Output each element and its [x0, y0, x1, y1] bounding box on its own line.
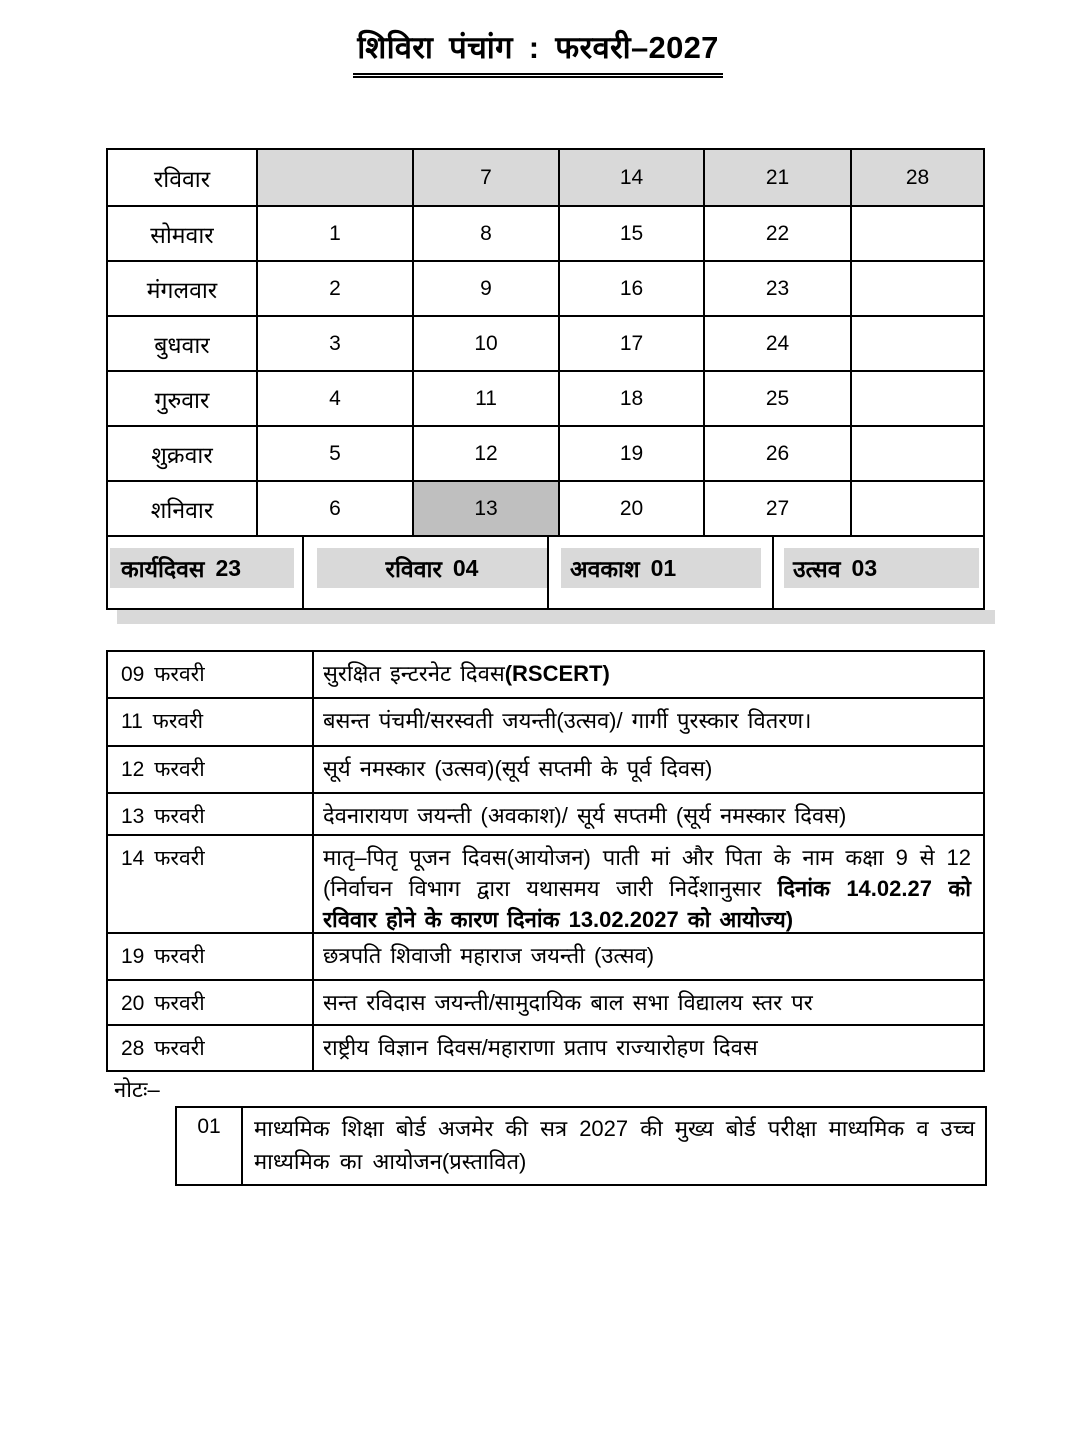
calendar-row-friday — [108, 425, 983, 480]
note-label: नोटः– — [114, 1077, 160, 1102]
event-date: 09 फरवरी — [121, 663, 205, 686]
date-cell: 4 — [256, 372, 412, 425]
date-cell — [850, 372, 983, 425]
date-cell: 15 — [558, 207, 703, 260]
calendar-row-saturday — [108, 480, 983, 535]
summary-workdays — [110, 548, 294, 588]
date-cell: 7 — [412, 150, 558, 205]
date-cell: 19 — [558, 427, 703, 480]
summary-workdays-value: 23 — [215, 554, 242, 581]
note-text: माध्यमिक शिक्षा बोर्ड अजमेर की सत्र 2027 की मुख्य बोर्ड परीक्षा माध्यमिक व उच्च माध्यमिक का आयोजन(प्रस्तावित) — [241, 1108, 985, 1184]
date-cell: 21 — [703, 150, 850, 205]
summary-holidays — [561, 548, 761, 588]
date-cell: 24 — [703, 317, 850, 370]
event-date: 12 फरवरी — [121, 758, 205, 781]
date-cell: 14 — [558, 150, 703, 205]
summary-sundays-label: रविवार — [385, 556, 442, 582]
summary-workdays-label: कार्यदिवस — [121, 556, 205, 582]
date-cell: 10 — [412, 317, 558, 370]
summary-festivals — [784, 548, 979, 588]
day-name-saturday: शनिवार — [150, 496, 214, 523]
event-description: देवनारायण जयन्ती (अवकाश)/ सूर्य सप्तमी (सूर्य नमस्कार दिवस) — [312, 794, 983, 834]
date-cell: 5 — [256, 427, 412, 480]
calendar-row-thursday — [108, 370, 983, 425]
events-table — [106, 650, 985, 1072]
event-description: सन्त रविदास जयन्ती/सामुदायिक बाल सभा विद्यालय स्तर पर — [312, 981, 983, 1024]
calendar-row-monday — [108, 205, 983, 260]
day-name-wednesday: बुधवार — [154, 331, 210, 358]
date-cell: 17 — [558, 317, 703, 370]
day-name-friday: शुक्रवार — [151, 441, 213, 468]
date-cell: 18 — [558, 372, 703, 425]
summary-cell-sundays — [302, 537, 547, 608]
summary-sundays — [317, 548, 547, 588]
event-date: 13 फरवरी — [121, 805, 205, 828]
note-number: 01 — [197, 1115, 221, 1138]
date-cell: 6 — [256, 482, 412, 535]
day-name-tuesday: मंगलवार — [146, 276, 218, 303]
date-cell: 8 — [412, 207, 558, 260]
event-row — [108, 652, 983, 697]
summary-holidays-value: 01 — [650, 554, 677, 581]
event-description: बसन्त पंचमी/सरस्वती जयन्ती(उत्सव)/ गार्गी पुरस्कार वितरण। — [312, 699, 983, 745]
event-description: मातृ–पितृ पूजन दिवस(आयोजन) पाती मां और पिता के नाम कक्षा 9 से 12 (निर्वाचन विभाग द्वारा यथासमय जारी निर्देशानुसार दिनांक 14.02.27 को रविवार होने के कारण दिनांक 13.02.2027 को आयोज्य) — [312, 836, 983, 932]
event-description: छत्रपति शिवाजी महाराज जयन्ती (उत्सव) — [312, 934, 983, 979]
event-description: सूर्य नमस्कार (उत्सव)(सूर्य सप्तमी के पूर्व दिवस) — [312, 747, 983, 792]
date-cell: 20 — [558, 482, 703, 535]
date-cell: 9 — [412, 262, 558, 315]
date-cell: 1 — [256, 207, 412, 260]
event-row — [108, 979, 983, 1024]
date-cell — [850, 482, 983, 535]
event-row — [108, 745, 983, 792]
event-description: सुरक्षित इन्टरनेट दिवस(RSCERT) — [312, 652, 983, 697]
calendar-summary-row — [108, 535, 983, 608]
summary-festivals-label: उत्सव — [793, 556, 841, 582]
event-date: 20 फरवरी — [121, 992, 205, 1015]
day-name-thursday: गुरुवार — [154, 386, 210, 413]
event-description: राष्ट्रीय विज्ञान दिवस/महाराणा प्रताप राज्यारोहण दिवस — [312, 1026, 983, 1070]
event-date: 14 फरवरी — [121, 847, 205, 870]
date-cell: 22 — [703, 207, 850, 260]
date-cell — [256, 150, 412, 205]
date-cell: 27 — [703, 482, 850, 535]
date-cell: 16 — [558, 262, 703, 315]
date-cell — [850, 427, 983, 480]
summary-cell-festivals — [772, 537, 983, 608]
calendar-table-shadow — [117, 610, 995, 624]
event-date: 28 फरवरी — [121, 1037, 205, 1060]
event-row — [108, 1024, 983, 1070]
summary-cell-holidays — [547, 537, 772, 608]
date-cell: 3 — [256, 317, 412, 370]
date-cell: 28 — [850, 150, 983, 205]
date-cell-highlighted: 13 — [412, 482, 558, 535]
date-cell: 12 — [412, 427, 558, 480]
date-cell: 26 — [703, 427, 850, 480]
event-row — [108, 697, 983, 745]
event-row — [108, 792, 983, 834]
date-cell: 2 — [256, 262, 412, 315]
calendar-row-tuesday — [108, 260, 983, 315]
date-cell — [850, 317, 983, 370]
date-cell: 11 — [412, 372, 558, 425]
day-name-sunday: रविवार — [153, 165, 211, 192]
page-title: शिविरा पंचांग : फरवरी–2027 — [353, 26, 722, 78]
calendar-table — [106, 148, 985, 610]
calendar-row-wednesday — [108, 315, 983, 370]
summary-sundays-value: 04 — [452, 554, 479, 581]
calendar-row-sunday — [108, 150, 983, 205]
note-table — [175, 1106, 987, 1186]
day-name-monday: सोमवार — [150, 221, 214, 248]
date-cell — [850, 262, 983, 315]
summary-holidays-label: अवकाश — [570, 556, 640, 582]
event-date: 11 फरवरी — [121, 710, 204, 733]
summary-cell-workdays — [108, 537, 302, 608]
event-row — [108, 932, 983, 979]
summary-festivals-value: 03 — [851, 554, 878, 581]
event-date: 19 फरवरी — [121, 945, 205, 968]
event-row — [108, 834, 983, 932]
date-cell: 23 — [703, 262, 850, 315]
date-cell — [850, 207, 983, 260]
date-cell: 25 — [703, 372, 850, 425]
title-wrap — [0, 26, 1076, 78]
